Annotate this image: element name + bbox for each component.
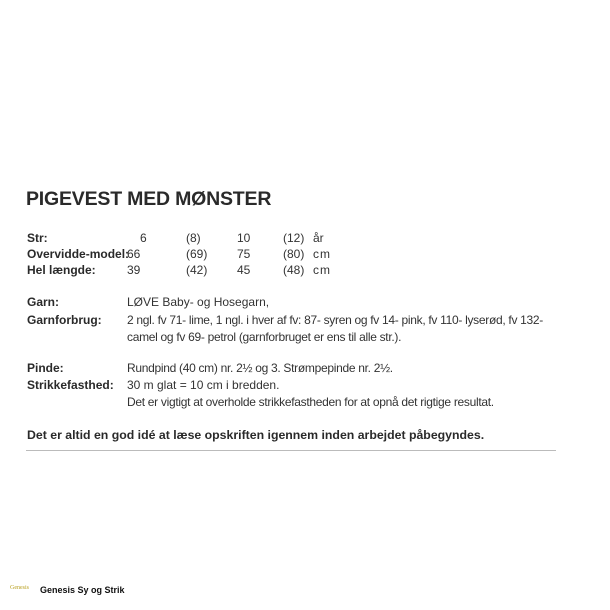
size-label: Str: xyxy=(27,231,48,245)
garn-value: LØVE Baby- og Hosegarn, xyxy=(127,295,270,309)
pinde-label: Pinde: xyxy=(27,361,64,375)
garnforbrug-line: 2 ngl. fv 71- lime, 1 ngl. i hver af fv: 87- syren og fv 14- pink, fv 110- lyserød, fv 132- xyxy=(127,313,544,327)
chest-value: 66 xyxy=(127,247,141,261)
length-value: (48) xyxy=(283,263,305,277)
strikkefasthed-label: Strikkefasthed: xyxy=(27,378,114,392)
note: Det er altid en god idé at læse opskriften igennem inden arbejdet påbegyndes. xyxy=(27,428,485,442)
size-value: 6 xyxy=(140,231,147,245)
garnforbrug-line: camel og fv 69- petrol (garnforbruget er ens til alle str.). xyxy=(127,330,402,344)
genesis-logo: Genesis xyxy=(10,585,29,591)
pinde-value: Rundpind (40 cm) nr. 2½ og 3. Strømpepinde nr. 2½. xyxy=(127,361,393,375)
chest-value: (69) xyxy=(186,247,208,261)
size-value: 10 xyxy=(237,231,251,245)
brand-name: Genesis Sy og Strik xyxy=(40,585,125,595)
size-unit: år xyxy=(313,231,324,245)
chest-value: (80) xyxy=(283,247,305,261)
chest-label: Overvidde-model: xyxy=(27,247,130,261)
length-value: 45 xyxy=(237,263,251,277)
length-unit: cm xyxy=(313,263,331,277)
chest-value: 75 xyxy=(237,247,251,261)
size-value: (12) xyxy=(283,231,305,245)
page-title: PIGEVEST MED MØNSTER xyxy=(26,188,272,210)
divider xyxy=(26,450,556,451)
size-value: (8) xyxy=(186,231,201,245)
garn-label: Garn: xyxy=(27,295,60,309)
length-value: 39 xyxy=(127,263,141,277)
length-label: Hel længde: xyxy=(27,263,96,277)
length-value: (42) xyxy=(186,263,208,277)
garnforbrug-label: Garnforbrug: xyxy=(27,313,102,327)
strikkefasthed-line: 30 m glat = 10 cm i bredden. xyxy=(127,378,280,392)
chest-unit: cm xyxy=(313,247,331,261)
strikkefasthed-line: Det er vigtigt at overholde strikkefastheden for at opnå det rigtige resultat. xyxy=(127,395,494,409)
